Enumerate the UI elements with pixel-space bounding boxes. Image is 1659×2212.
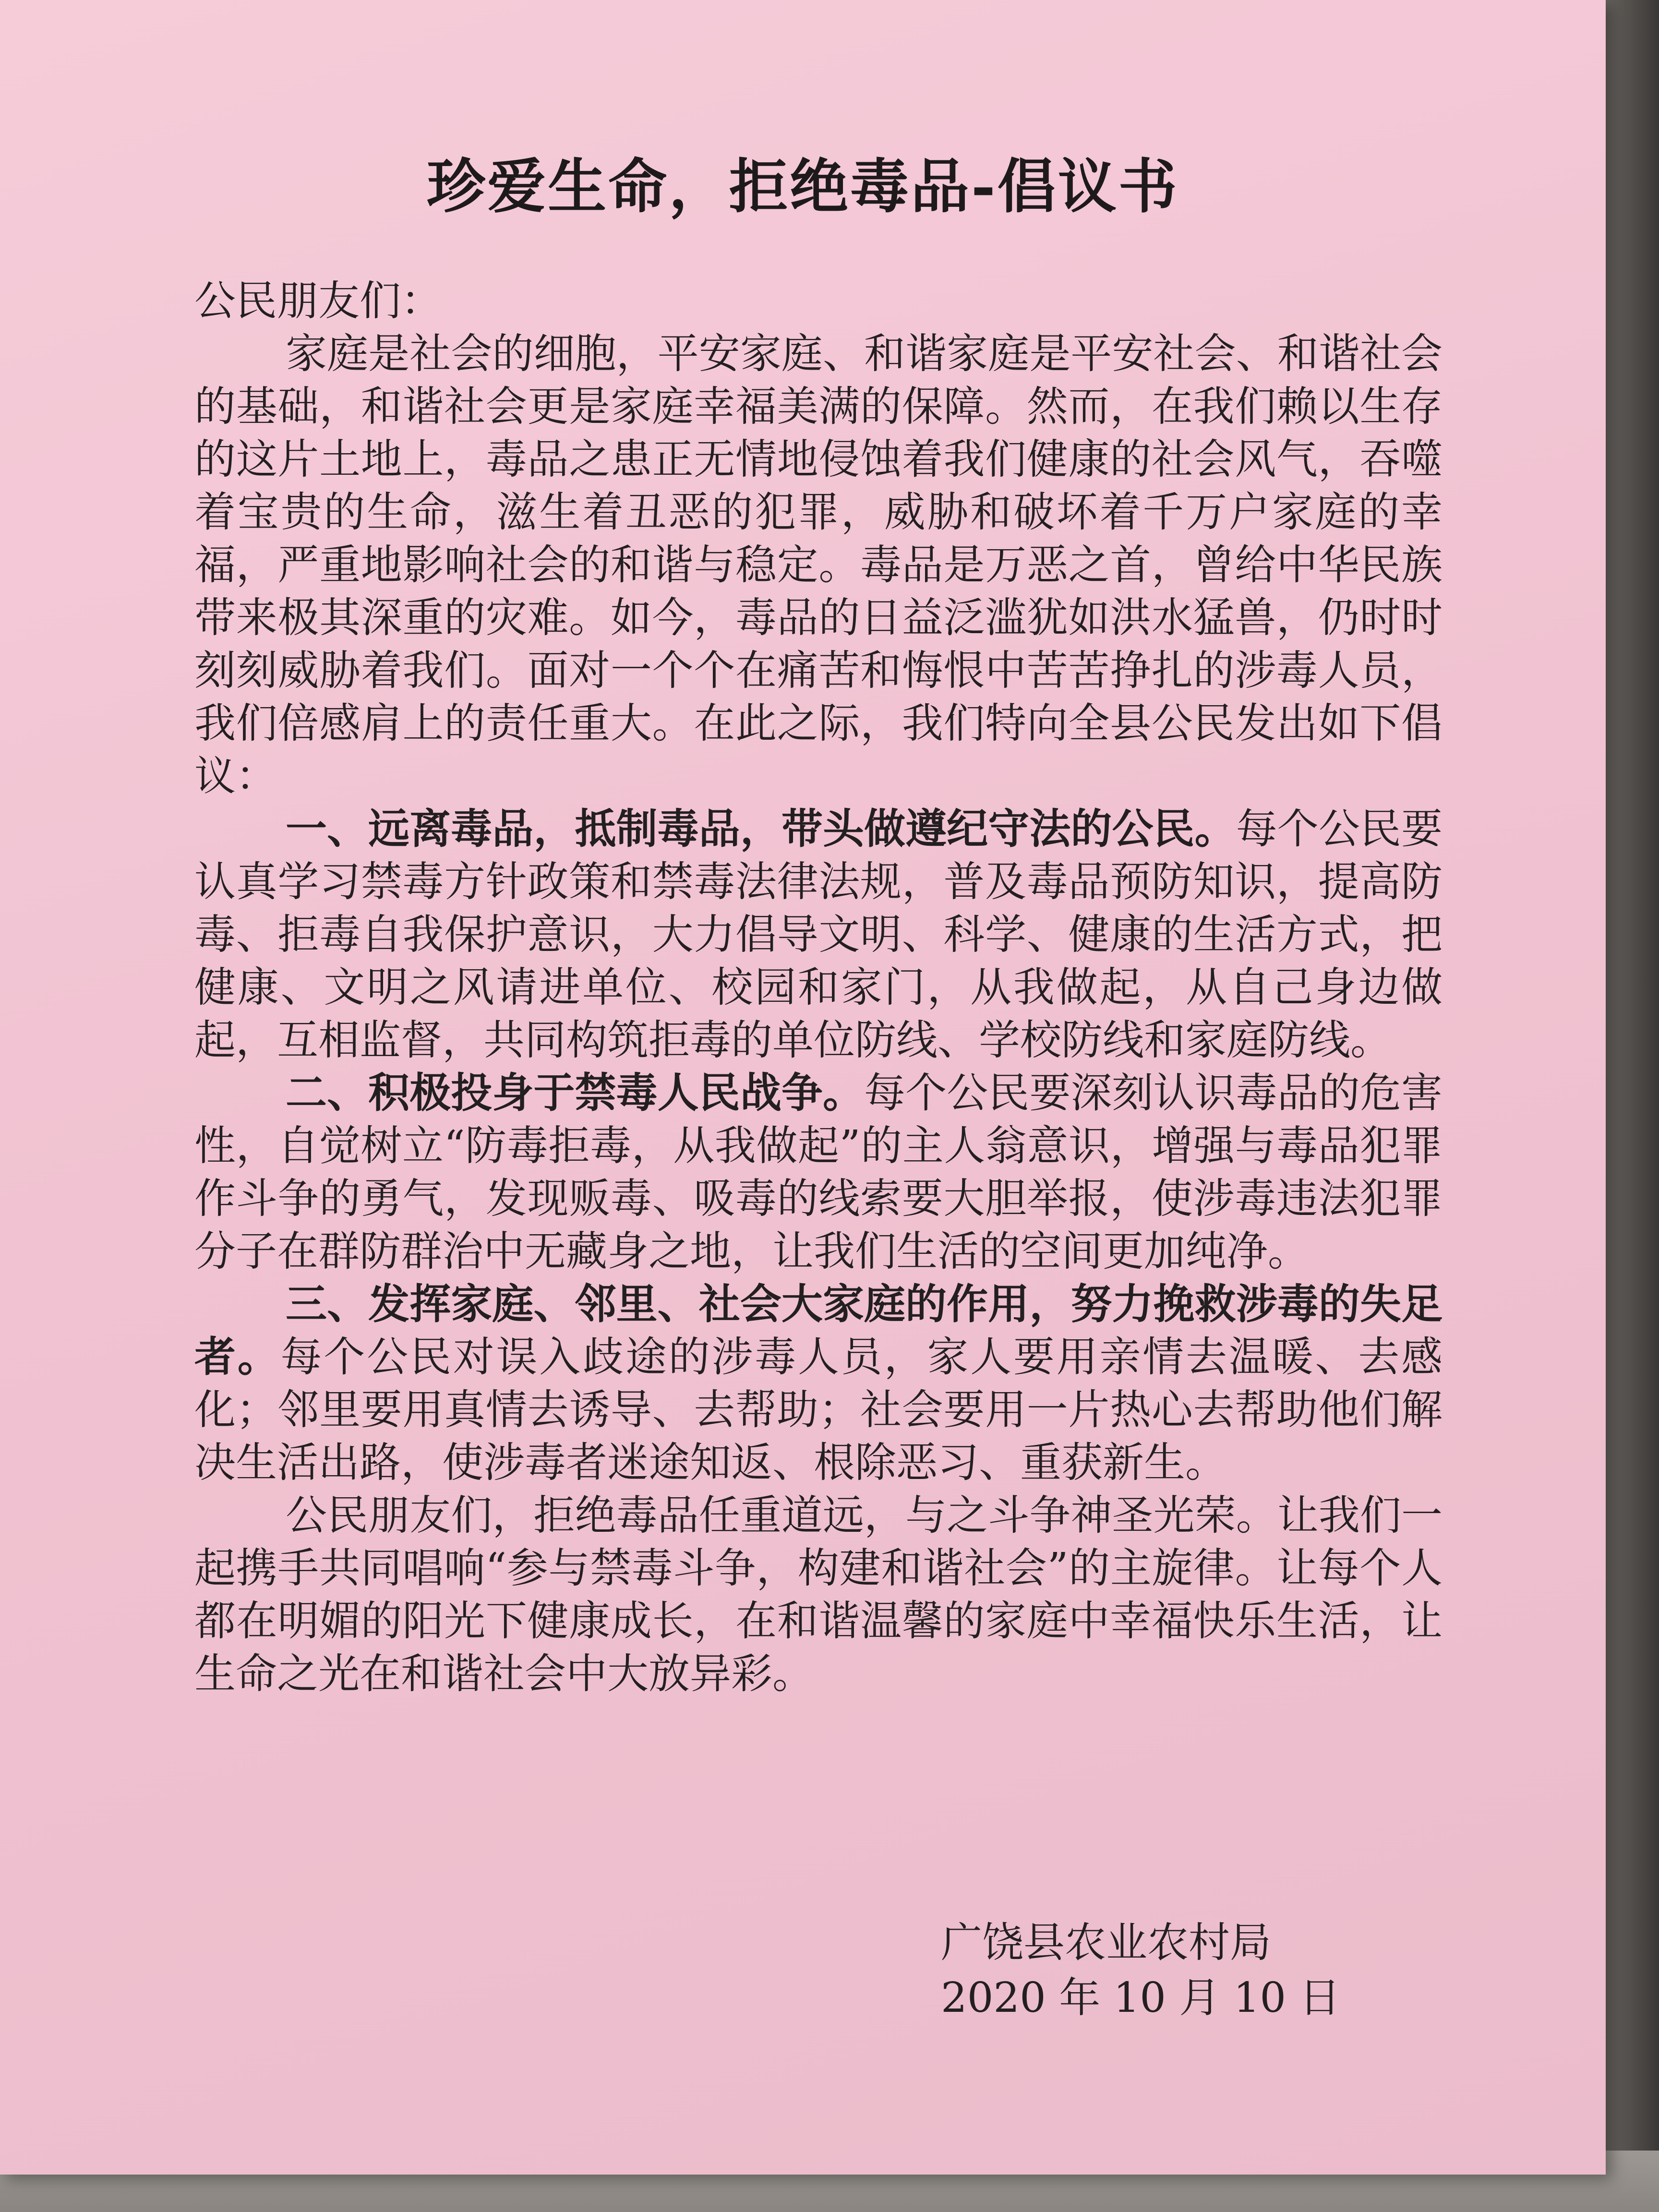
document-body bbox=[194, 275, 1443, 1700]
document-title: 珍爱生命，拒绝毒品-倡议书 bbox=[427, 152, 1179, 221]
point-lead-3: 三、发挥家庭、邻里、社会大家庭的作用，努力挽救涉毒的失足者。 bbox=[194, 1280, 1443, 1381]
point-text-2: 每个公民要深刻认识毒品的危害性，自觉树立“防毒拒毒，从我做起”的主人翁意识，增强与毒品犯罪作斗争的勇气，发现贩毒、吸毒的线索要大胆举报，使涉毒违法犯罪分子在群防群治中无藏身之地，让我们生活的空间更加纯净。 bbox=[194, 1069, 1443, 1275]
salutation: 公民朋友们： bbox=[194, 277, 442, 325]
point-text-1: 每个公民要认真学习禁毒方针政策和禁毒法律法规，普及毒品预防知识，提高防毒、拒毒自我保护意识，大力倡导文明、科学、健康的生活方式，把健康、文明之风请进单位、校园和家门，从我做起，从自己身边做起，互相监督，共同构筑拒毒的单位防线、学校防线和家庭防线。 bbox=[194, 805, 1443, 1064]
point-paragraph-1 bbox=[194, 803, 1443, 1067]
background-surface-right bbox=[1599, 0, 1659, 2212]
point-text-3: 每个公民对误入歧途的涉毒人员，家人要用亲情去温暖、去感化；邻里要用真情去诱导、去帮助；社会要用一片热心去帮助他们解决生活出路，使涉毒者迷途知返、根除恶习、重获新生。 bbox=[194, 1333, 1443, 1487]
point-paragraph-2 bbox=[194, 1067, 1443, 1278]
point-paragraph-3 bbox=[194, 1278, 1443, 1489]
intro-paragraph: 家庭是社会的细胞，平安家庭、和谐家庭是平安社会、和谐社会的基础，和谐社会更是家庭幸福美满的保障。然而，在我们赖以生存的这片土地上，毒品之患正无情地侵蚀着我们健康的社会风气，吞噬着宝贵的生命，滋生着丑恶的犯罪，威胁和破坏着千万户家庭的幸福，严重地影响社会的和谐与稳定。毒品是万恶之首，曾给中华民族带来极其深重的灾难。如今，毒品的日益泛滥犹如洪水猛兽，仍时时刻刻威胁着我们。面对一个个在痛苦和悔恨中苦苦挣扎的涉毒人员，我们倍感肩上的责任重大。在此之际，我们特向全县公民发出如下倡议： bbox=[194, 330, 1443, 800]
point-lead-2: 二、积极投身于禁毒人民战争。 bbox=[286, 1069, 865, 1117]
signature-organization: 广饶县农业农村局 bbox=[941, 1919, 1271, 1967]
signature-block bbox=[941, 1915, 1340, 2026]
closing-paragraph: 公民朋友们，拒绝毒品任重道远，与之斗争神圣光荣。让我们一起携手共同唱响“参与禁毒斗争，构建和谐社会”的主旋律。让每个人都在明媚的阳光下健康成长，在和谐温馨的家庭中幸福快乐生活，让生命之光在和谐社会中大放异彩。 bbox=[194, 1491, 1443, 1698]
signature-date: 2020 年 10 月 10 日 bbox=[941, 1974, 1341, 2022]
point-lead-1: 一、远离毒品，抵制毒品，带头做遵纪守法的公民。 bbox=[286, 805, 1236, 853]
